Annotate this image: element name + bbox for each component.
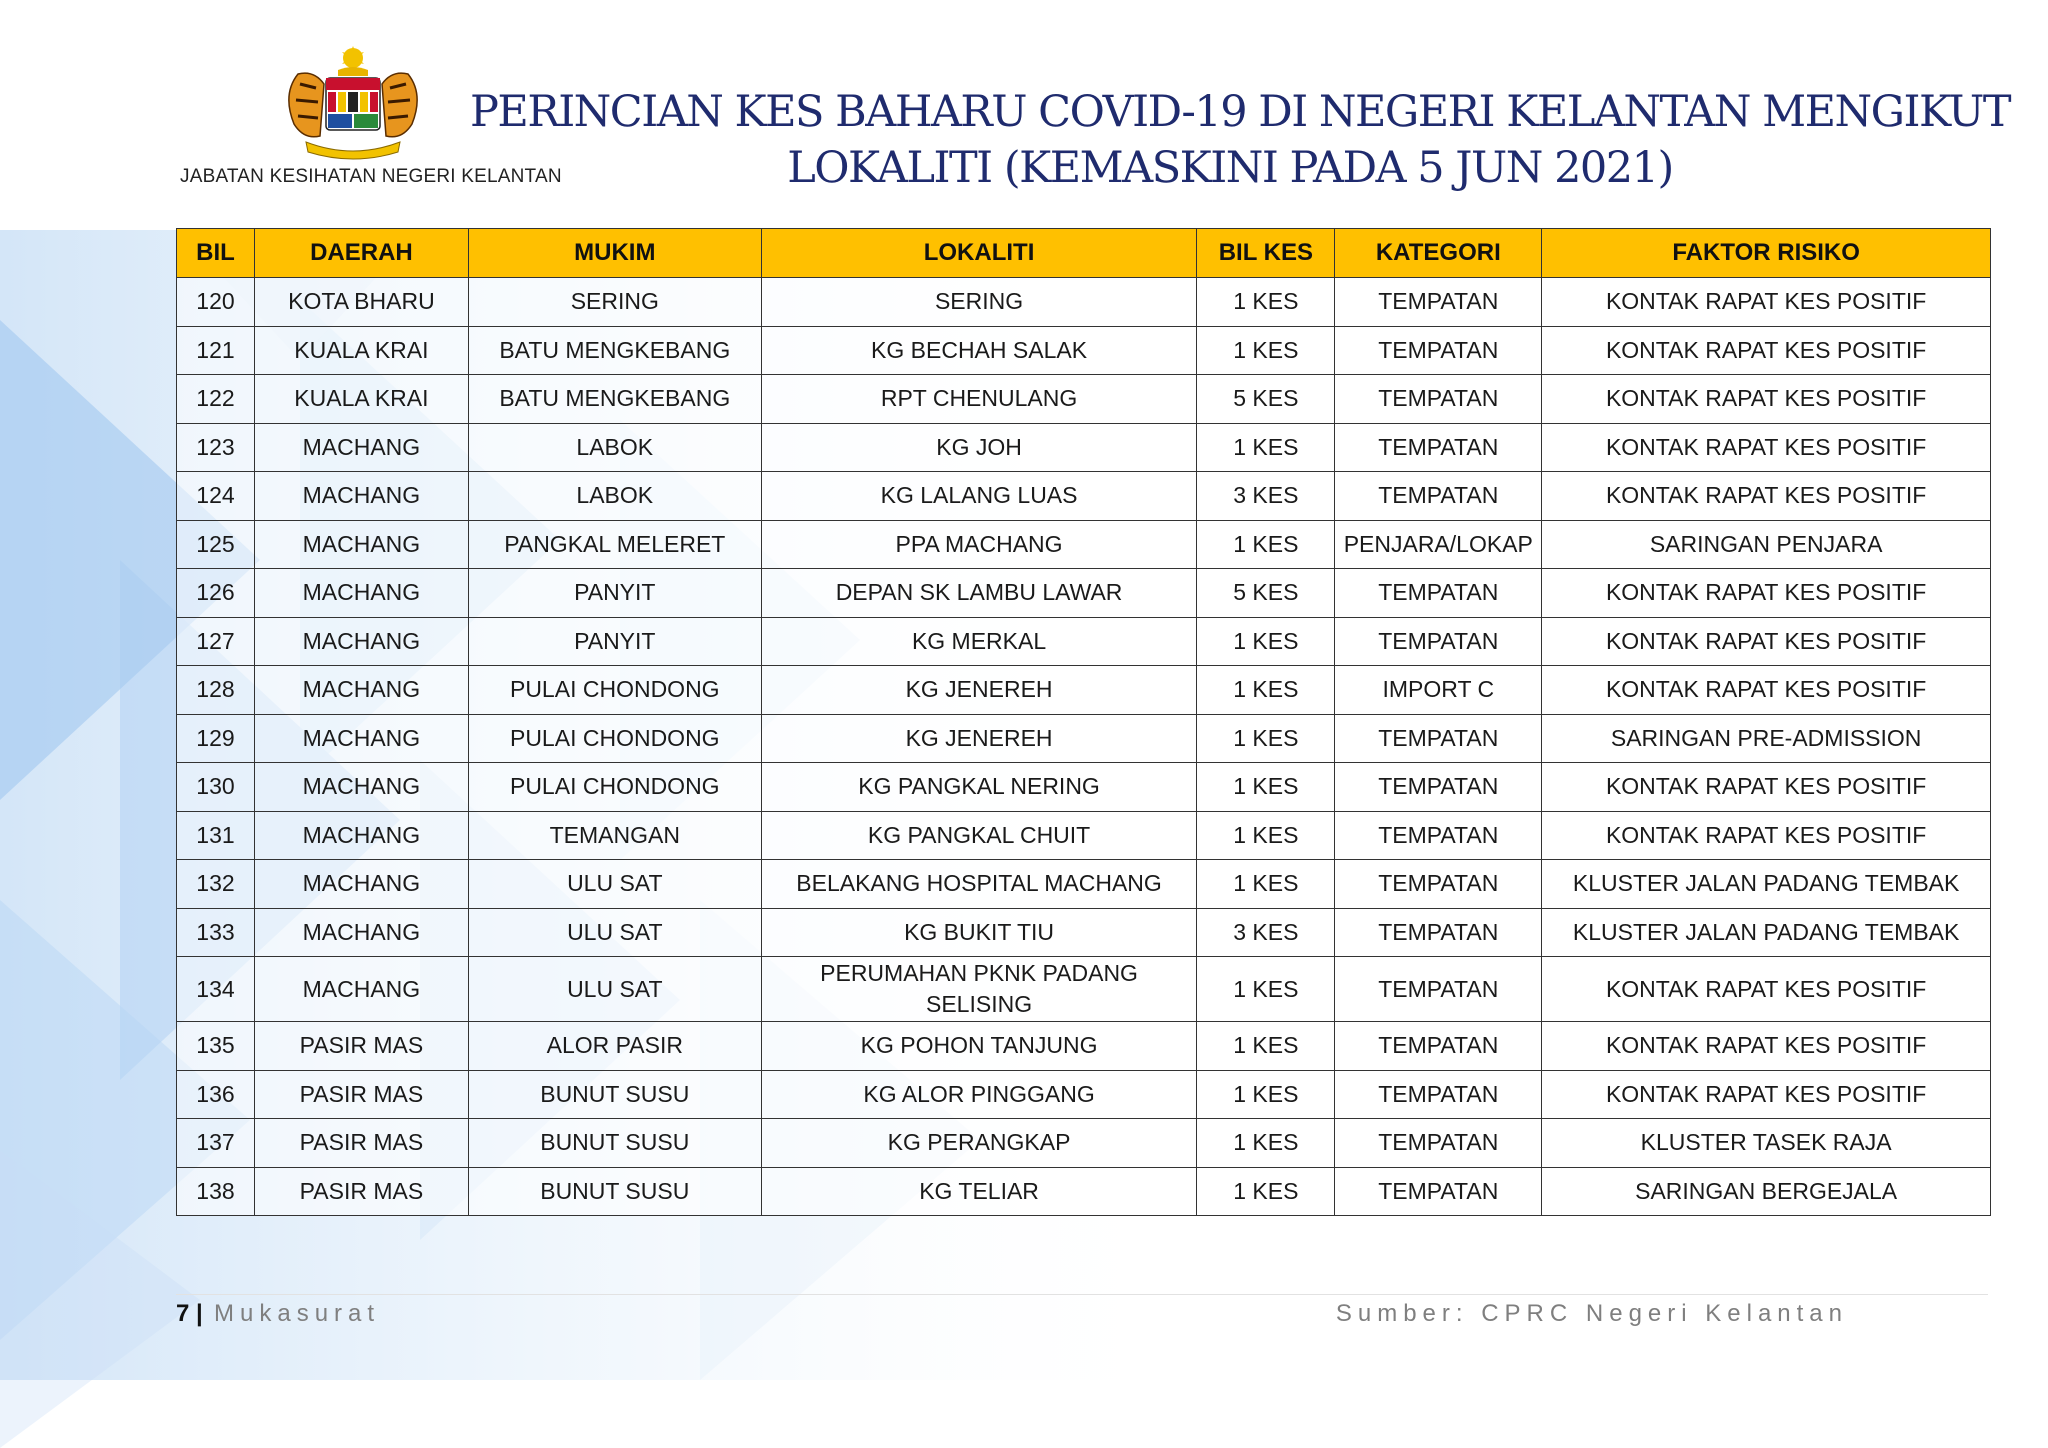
cell-kategori: IMPORT C	[1335, 666, 1542, 715]
table-row	[177, 714, 1991, 763]
cell-mukim: ULU SAT	[468, 860, 761, 909]
table-row	[177, 569, 1991, 618]
cell-daerah: MACHANG	[254, 763, 468, 812]
footer-divider	[176, 1294, 1988, 1295]
cell-daerah: MACHANG	[254, 617, 468, 666]
page-label: Mukasurat	[214, 1300, 381, 1327]
cell-faktor-risiko: KONTAK RAPAT KES POSITIF	[1542, 763, 1991, 812]
cell-faktor-risiko: KONTAK RAPAT KES POSITIF	[1542, 278, 1991, 327]
cell-lokaliti: KG JENEREH	[761, 714, 1197, 763]
cell-daerah: PASIR MAS	[254, 1022, 468, 1071]
cell-kategori: TEMPATAN	[1335, 1167, 1542, 1216]
cell-bil: 127	[177, 617, 255, 666]
cell-mukim: ALOR PASIR	[468, 1022, 761, 1071]
column-header-bil: BIL	[177, 229, 255, 278]
cell-kategori: TEMPATAN	[1335, 617, 1542, 666]
column-header-bil-kes: BIL KES	[1197, 229, 1335, 278]
column-header-faktor-risiko: FAKTOR RISIKO	[1542, 229, 1991, 278]
cell-bil-kes: 1 KES	[1197, 423, 1335, 472]
table-row	[177, 1119, 1991, 1168]
cell-daerah: PASIR MAS	[254, 1119, 468, 1168]
cell-bil-kes: 1 KES	[1197, 957, 1335, 1022]
cell-bil-kes: 1 KES	[1197, 278, 1335, 327]
cell-bil: 128	[177, 666, 255, 715]
cell-mukim: BUNUT SUSU	[468, 1167, 761, 1216]
table-row	[177, 860, 1991, 909]
cell-bil: 135	[177, 1022, 255, 1071]
cell-mukim: PANYIT	[468, 569, 761, 618]
cell-faktor-risiko: KONTAK RAPAT KES POSITIF	[1542, 617, 1991, 666]
cell-kategori: TEMPATAN	[1335, 714, 1542, 763]
table-row	[177, 520, 1991, 569]
cell-kategori: TEMPATAN	[1335, 860, 1542, 909]
cell-bil: 133	[177, 908, 255, 957]
cell-bil: 136	[177, 1070, 255, 1119]
cell-bil-kes: 1 KES	[1197, 617, 1335, 666]
cell-lokaliti: PPA MACHANG	[761, 520, 1197, 569]
cell-mukim: TEMANGAN	[468, 811, 761, 860]
cell-kategori: TEMPATAN	[1335, 763, 1542, 812]
cell-daerah: PASIR MAS	[254, 1167, 468, 1216]
cell-bil-kes: 1 KES	[1197, 520, 1335, 569]
cell-kategori: TEMPATAN	[1335, 1022, 1542, 1071]
cell-mukim: PANYIT	[468, 617, 761, 666]
cell-lokaliti: DEPAN SK LAMBU LAWAR	[761, 569, 1197, 618]
cell-faktor-risiko: SARINGAN PRE-ADMISSION	[1542, 714, 1991, 763]
cell-faktor-risiko: SARINGAN PENJARA	[1542, 520, 1991, 569]
table-row	[177, 326, 1991, 375]
table-row	[177, 666, 1991, 715]
cell-lokaliti: KG ALOR PINGGANG	[761, 1070, 1197, 1119]
cell-daerah: MACHANG	[254, 666, 468, 715]
table-body	[177, 278, 1991, 1216]
table-row	[177, 1167, 1991, 1216]
cell-bil: 121	[177, 326, 255, 375]
page-title-line-1: PERINCIAN KES BAHARU COVID-19 DI NEGERI KELANTAN MENGIKUT	[470, 87, 2011, 137]
cell-bil-kes: 1 KES	[1197, 326, 1335, 375]
page-number: 7 |	[176, 1300, 203, 1327]
column-header-kategori: KATEGORI	[1335, 229, 1542, 278]
cell-faktor-risiko: KONTAK RAPAT KES POSITIF	[1542, 1022, 1991, 1071]
cell-lokaliti: KG PERANGKAP	[761, 1119, 1197, 1168]
cell-mukim: LABOK	[468, 472, 761, 521]
cases-table	[176, 228, 1991, 1216]
cell-lokaliti: SERING	[761, 278, 1197, 327]
cell-lokaliti: KG MERKAL	[761, 617, 1197, 666]
cell-mukim: ULU SAT	[468, 957, 761, 1022]
agency-name: JABATAN KESIHATAN NEGERI KELANTAN	[180, 166, 562, 187]
cell-lokaliti: PERUMAHAN PKNK PADANG SELISING	[761, 957, 1197, 1022]
cell-bil-kes: 5 KES	[1197, 375, 1335, 424]
cell-kategori: TEMPATAN	[1335, 811, 1542, 860]
cell-kategori: TEMPATAN	[1335, 472, 1542, 521]
table-row	[177, 375, 1991, 424]
cell-mukim: BUNUT SUSU	[468, 1070, 761, 1119]
cell-faktor-risiko: KONTAK RAPAT KES POSITIF	[1542, 811, 1991, 860]
cell-mukim: PULAI CHONDONG	[468, 763, 761, 812]
cell-kategori: TEMPATAN	[1335, 569, 1542, 618]
table-row	[177, 811, 1991, 860]
cell-faktor-risiko: KLUSTER JALAN PADANG TEMBAK	[1542, 860, 1991, 909]
cell-mukim: ULU SAT	[468, 908, 761, 957]
cell-lokaliti: KG POHON TANJUNG	[761, 1022, 1197, 1071]
table-row	[177, 472, 1991, 521]
cell-faktor-risiko: KLUSTER JALAN PADANG TEMBAK	[1542, 908, 1991, 957]
cell-mukim: BUNUT SUSU	[468, 1119, 761, 1168]
cell-faktor-risiko: KLUSTER TASEK RAJA	[1542, 1119, 1991, 1168]
column-header-daerah: DAERAH	[254, 229, 468, 278]
cell-bil: 125	[177, 520, 255, 569]
cell-bil-kes: 3 KES	[1197, 908, 1335, 957]
cell-daerah: MACHANG	[254, 569, 468, 618]
cell-faktor-risiko: KONTAK RAPAT KES POSITIF	[1542, 326, 1991, 375]
cell-bil-kes: 1 KES	[1197, 714, 1335, 763]
cell-bil: 131	[177, 811, 255, 860]
cell-lokaliti: KG JENEREH	[761, 666, 1197, 715]
cell-bil: 134	[177, 957, 255, 1022]
table-row	[177, 278, 1991, 327]
cell-bil: 126	[177, 569, 255, 618]
cell-faktor-risiko: KONTAK RAPAT KES POSITIF	[1542, 666, 1991, 715]
cell-kategori: TEMPATAN	[1335, 375, 1542, 424]
cell-mukim: PULAI CHONDONG	[468, 714, 761, 763]
cell-kategori: TEMPATAN	[1335, 423, 1542, 472]
cell-bil: 130	[177, 763, 255, 812]
column-header-mukim: MUKIM	[468, 229, 761, 278]
cell-daerah: KUALA KRAI	[254, 375, 468, 424]
cell-kategori: TEMPATAN	[1335, 908, 1542, 957]
cell-mukim: SERING	[468, 278, 761, 327]
cell-faktor-risiko: KONTAK RAPAT KES POSITIF	[1542, 957, 1991, 1022]
table-row	[177, 617, 1991, 666]
cell-faktor-risiko: KONTAK RAPAT KES POSITIF	[1542, 472, 1991, 521]
source-note: Sumber: CPRC Negeri Kelantan	[1335, 1300, 1848, 1327]
cell-lokaliti: BELAKANG HOSPITAL MACHANG	[761, 860, 1197, 909]
table-row	[177, 763, 1991, 812]
cell-bil-kes: 3 KES	[1197, 472, 1335, 521]
cell-bil: 137	[177, 1119, 255, 1168]
cell-mukim: BATU MENGKEBANG	[468, 326, 761, 375]
cell-daerah: MACHANG	[254, 714, 468, 763]
cell-lokaliti: KG BECHAH SALAK	[761, 326, 1197, 375]
cell-daerah: MACHANG	[254, 957, 468, 1022]
cell-lokaliti: RPT CHENULANG	[761, 375, 1197, 424]
cell-lokaliti: KG JOH	[761, 423, 1197, 472]
cell-bil-kes: 1 KES	[1197, 860, 1335, 909]
cell-mukim: BATU MENGKEBANG	[468, 375, 761, 424]
cell-daerah: MACHANG	[254, 520, 468, 569]
cell-daerah: KOTA BHARU	[254, 278, 468, 327]
cell-lokaliti: KG PANGKAL NERING	[761, 763, 1197, 812]
cell-mukim: LABOK	[468, 423, 761, 472]
cell-faktor-risiko: SARINGAN BERGEJALA	[1542, 1167, 1991, 1216]
cell-bil: 122	[177, 375, 255, 424]
table-row	[177, 423, 1991, 472]
cell-bil-kes: 1 KES	[1197, 763, 1335, 812]
cell-kategori: TEMPATAN	[1335, 326, 1542, 375]
cell-daerah: MACHANG	[254, 860, 468, 909]
cell-bil: 124	[177, 472, 255, 521]
cell-faktor-risiko: KONTAK RAPAT KES POSITIF	[1542, 569, 1991, 618]
cell-mukim: PANGKAL MELERET	[468, 520, 761, 569]
cell-bil-kes: 1 KES	[1197, 1119, 1335, 1168]
cell-faktor-risiko: KONTAK RAPAT KES POSITIF	[1542, 1070, 1991, 1119]
cell-bil: 123	[177, 423, 255, 472]
cell-lokaliti: KG LALANG LUAS	[761, 472, 1197, 521]
table-row	[177, 1022, 1991, 1071]
page-title	[470, 84, 2011, 196]
cell-daerah: KUALA KRAI	[254, 326, 468, 375]
cell-daerah: PASIR MAS	[254, 1070, 468, 1119]
cell-lokaliti: KG TELIAR	[761, 1167, 1197, 1216]
table-header-row	[177, 229, 1991, 278]
cell-bil: 129	[177, 714, 255, 763]
column-header-lokaliti: LOKALITI	[761, 229, 1197, 278]
cell-daerah: MACHANG	[254, 472, 468, 521]
cell-bil-kes: 1 KES	[1197, 666, 1335, 715]
cell-bil: 132	[177, 860, 255, 909]
cell-bil-kes: 1 KES	[1197, 1022, 1335, 1071]
table-row	[177, 957, 1991, 1022]
cell-daerah: MACHANG	[254, 908, 468, 957]
cell-faktor-risiko: KONTAK RAPAT KES POSITIF	[1542, 375, 1991, 424]
cell-bil-kes: 5 KES	[1197, 569, 1335, 618]
cell-lokaliti: KG BUKIT TIU	[761, 908, 1197, 957]
page-title-line-2: LOKALITI (KEMASKINI PADA 5 JUN 2021)	[787, 143, 1673, 193]
cell-bil-kes: 1 KES	[1197, 1167, 1335, 1216]
cell-bil: 120	[177, 278, 255, 327]
table-row	[177, 908, 1991, 957]
cell-mukim: PULAI CHONDONG	[468, 666, 761, 715]
table-row	[177, 1070, 1991, 1119]
cell-kategori: TEMPATAN	[1335, 1119, 1542, 1168]
cell-bil-kes: 1 KES	[1197, 1070, 1335, 1119]
malaysia-coat-of-arms-icon	[268, 44, 438, 164]
cell-faktor-risiko: KONTAK RAPAT KES POSITIF	[1542, 423, 1991, 472]
cell-lokaliti: KG PANGKAL CHUIT	[761, 811, 1197, 860]
cell-bil-kes: 1 KES	[1197, 811, 1335, 860]
cell-kategori: TEMPATAN	[1335, 1070, 1542, 1119]
cell-bil: 138	[177, 1167, 255, 1216]
cell-kategori: TEMPATAN	[1335, 278, 1542, 327]
cell-daerah: MACHANG	[254, 423, 468, 472]
cell-kategori: PENJARA/LOKAP	[1335, 520, 1542, 569]
cell-kategori: TEMPATAN	[1335, 957, 1542, 1022]
cell-daerah: MACHANG	[254, 811, 468, 860]
